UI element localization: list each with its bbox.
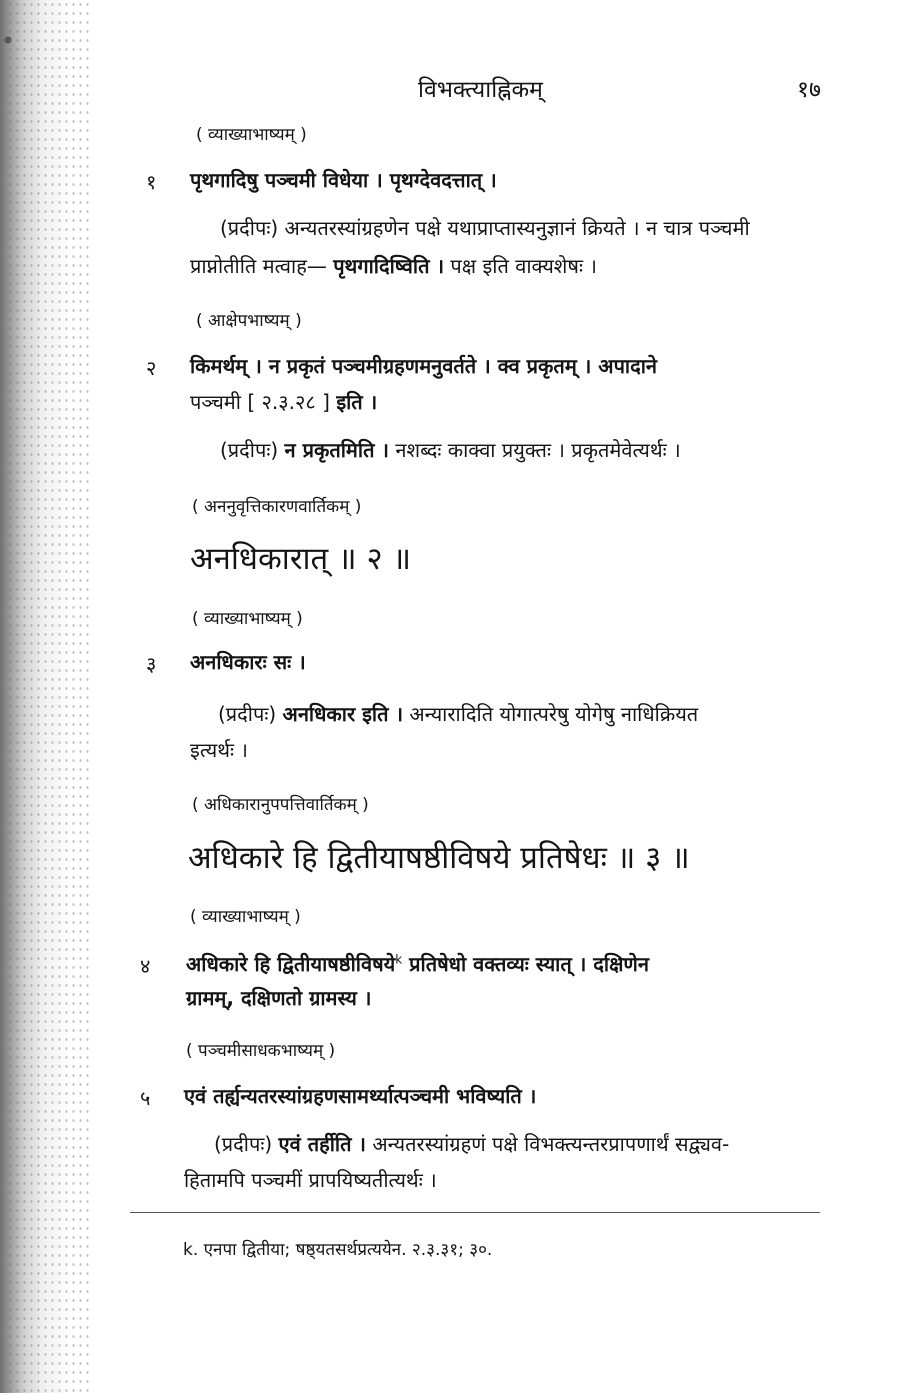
pradipa-1-line2-pre: प्राप्नोतीति मत्वाह—: [190, 254, 327, 278]
footnote-text: k. एनपा द्वितीया; षष्ठ्यतसर्थप्रत्ययेन. २.३.३१; ३०.: [183, 1240, 493, 1260]
pradipa-5-bold: एवं तर्हीति ।: [278, 1132, 367, 1156]
pradipa-3-rest: अन्यारादिति योगात्परेषु योगेषु नाधिक्रियत: [409, 702, 699, 726]
bhashya-4-part-a: अधिकारे हि द्वितीयाषष्ठीविषये: [186, 952, 396, 976]
sutra-reference: [ २.३.२८ ]: [247, 390, 330, 414]
pradipa-3-line-1: [218, 700, 698, 727]
bhashya-text-2-line-1: किमर्थम् । न प्रकृतं पञ्चमीग्रहणमनुवर्तते । क्व प्रकृतम् । अपादाने: [190, 354, 658, 378]
section-3-label: ( व्याख्याभाष्यम् ): [192, 609, 303, 629]
bhashya-2-line2-pre: पञ्चमी: [190, 390, 241, 414]
pradipa-tag: (प्रदीपः): [214, 1132, 273, 1156]
paragraph-number-1: १: [146, 170, 157, 194]
bhashya-text-2-line-2: [190, 388, 377, 415]
section-2-label: ( आक्षेपभाष्यम् ): [196, 311, 302, 331]
pradipa-5-line-2: हितामपि पञ्चमीं प्रापयिष्यतीत्यर्थः ।: [184, 1168, 437, 1192]
bhashya-4-part-b: प्रतिषेधो वक्तव्यः स्यात् । दक्षिणेन: [409, 952, 649, 976]
varttika-2-label: ( अननुवृत्तिकारणवार्तिकम् ): [192, 497, 362, 517]
footnote-separator: [130, 1212, 820, 1213]
section-4-label: ( व्याख्याभाष्यम् ): [190, 907, 301, 927]
bhashya-text-1: पृथगादिषु पञ्चमी विधेया । पृथग्देवदत्तात् ।: [190, 168, 497, 192]
footnote-marker: k: [395, 952, 403, 967]
paragraph-number-4: ४: [140, 954, 151, 978]
pradipa-3-line-2: इत्यर्थः ।: [190, 738, 248, 762]
pradipa-2-bold: न प्रकृतमिति ।: [284, 438, 390, 462]
varttika-2-text: अनधिकारात् ॥ २ ॥: [190, 541, 412, 577]
pradipa-1-line-1: [220, 214, 750, 241]
pradipa-tag: (प्रदीपः): [218, 702, 277, 726]
pradipa-1-line2-post: पक्ष इति वाक्यशेषः ।: [450, 254, 597, 278]
scan-edge-noise: [0, 0, 90, 1393]
pradipa-2: [220, 436, 681, 463]
pradipa-5-line-1: [214, 1130, 729, 1157]
bhashya-text-4-line-2: ग्रामम्, दक्षिणतो ग्रामस्य ।: [186, 986, 372, 1010]
bhashya-text-4-line-1: [186, 950, 649, 977]
varttika-3-label: ( अधिकारानुपपत्तिवार्तिकम् ): [192, 795, 369, 815]
paragraph-number-3: ३: [146, 652, 157, 676]
bhashya-text-3: अनधिकारः सः ।: [190, 650, 306, 674]
running-header-title: विभक्त्याह्निकम्: [418, 77, 543, 103]
pradipa-5-rest: अन्यतरस्यांग्रहणं पक्षे विभक्त्यन्तरप्रापणार्थं सद्व्यव-: [372, 1132, 730, 1156]
page-number: १७: [797, 77, 821, 103]
pradipa-tag: (प्रदीपः): [220, 438, 279, 462]
pradipa-1-line-2: [190, 252, 597, 279]
paragraph-number-5: ५: [140, 1086, 151, 1110]
pradipa-tag: (प्रदीपः): [220, 216, 279, 240]
pradipa-3-bold: अनधिकार इति ।: [282, 702, 404, 726]
section-5-label: ( पञ्चमीसाधकभाष्यम् ): [186, 1041, 336, 1061]
varttika-3-text: अधिकारे हि द्वितीयाषष्ठीविषये प्रतिषेधः ॥ ३ ॥: [188, 840, 690, 876]
pradipa-1-line2-bold: पृथगादिष्विति ।: [333, 254, 445, 278]
pradipa-2-rest: नशब्दः काक्वा प्रयुक्तः । प्रकृतमेवेत्यर्थः ।: [395, 438, 681, 462]
bhashya-text-5: एवं तर्ह्यन्यतरस्यांग्रहणसामर्थ्यात्पञ्चमी भविष्यति ।: [184, 1084, 537, 1108]
section-1-label: ( व्याख्याभाष्यम् ): [196, 125, 307, 145]
pradipa-1-text: अन्यतरस्यांग्रहणेन पक्षे यथाप्राप्तास्यनुज्ञानं क्रियते । न चात्र पञ्चमी: [284, 216, 750, 240]
paragraph-number-2: २: [146, 356, 157, 380]
bhashya-2-line2-bold: इति ।: [336, 390, 378, 414]
